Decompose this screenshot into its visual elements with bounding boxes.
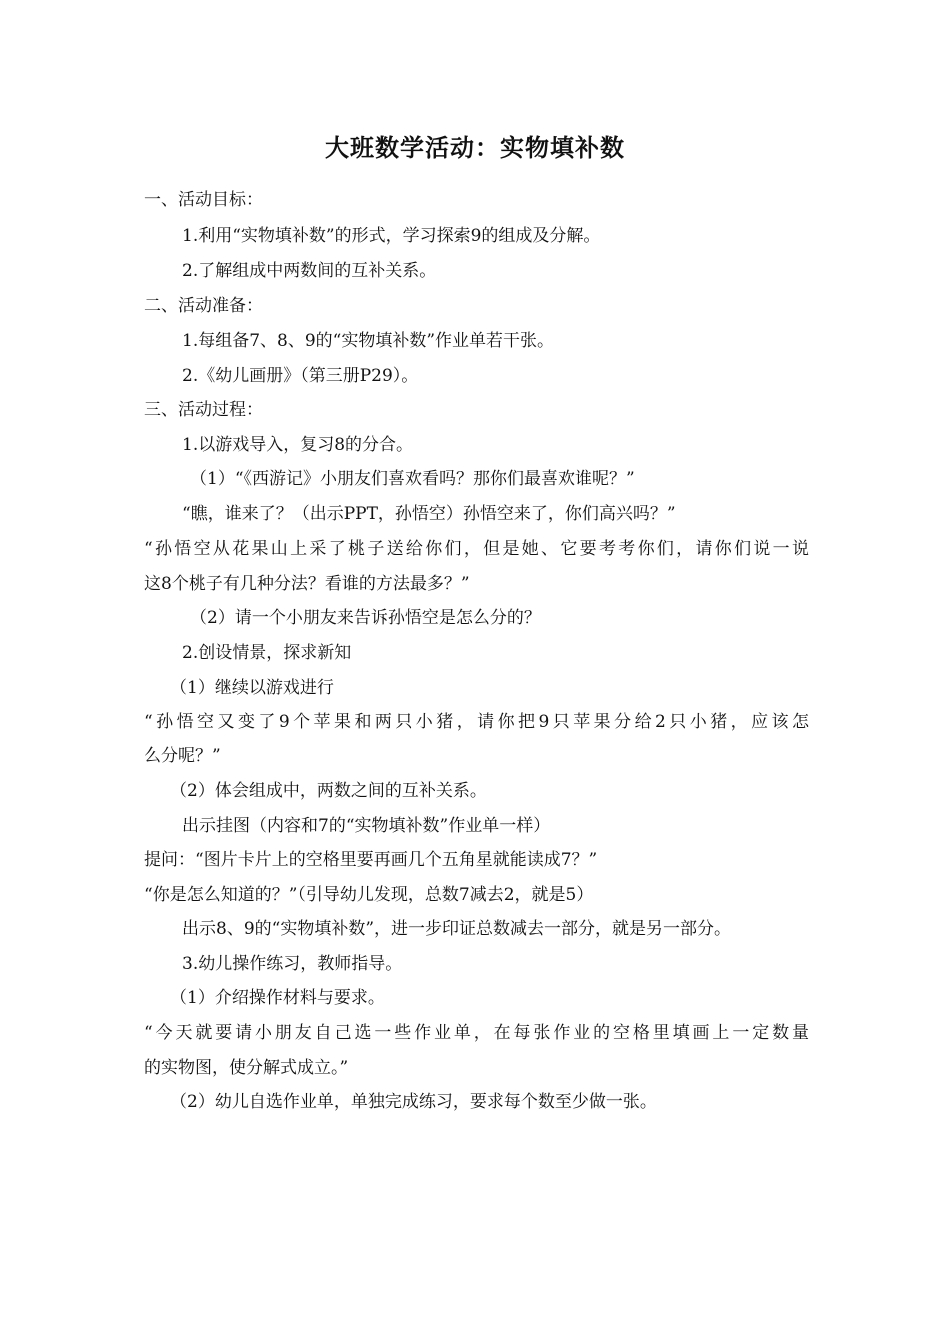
- paragraph-line: 这8个桃子有几种分法？看谁的方法最多？”: [144, 574, 470, 594]
- paragraph-line: 的实物图，使分解式成立。”: [144, 1058, 349, 1078]
- paragraph-line: 2.创设情景，探求新知: [182, 643, 352, 663]
- paragraph-line: “瞧，谁来了？（出示PPT，孙悟空）孙悟空来了，你们高兴吗？”: [182, 504, 676, 524]
- paragraph-line: “你是怎么知道的？”（引导幼儿发现，总数7减去2，就是5）: [144, 885, 594, 905]
- paragraph-line: 提问：“图片卡片上的空格里要再画几个五角星就能读成7？”: [144, 850, 598, 870]
- document-title: 大班数学活动：实物填补数: [325, 134, 625, 162]
- paragraph-line: （1）“《西游记》小朋友们喜欢看吗？那你们最喜欢谁呢？”: [190, 469, 635, 489]
- paragraph-line: （1）继续以游戏进行: [170, 678, 334, 698]
- paragraph-line: （1）介绍操作材料与要求。: [170, 988, 385, 1008]
- paragraph-line: 1.以游戏导入，复习8的分合。: [182, 435, 414, 455]
- paragraph-line: 2.了解组成中两数间的互补关系。: [182, 261, 437, 281]
- paragraph-line: 2.《幼儿画册》（第三册P29）。: [182, 366, 419, 386]
- section-heading-process: 三、活动过程：: [144, 400, 263, 420]
- paragraph-line: 出示挂图（内容和7的“实物填补数”作业单一样）: [182, 816, 551, 836]
- paragraph-line: （2）体会组成中，两数之间的互补关系。: [170, 781, 487, 801]
- paragraph-line: 3.幼儿操作练习，教师指导。: [182, 954, 403, 974]
- paragraph-line: “孙悟空又变了9个苹果和两只小猪，请你把9只苹果分给2只小猪，应该怎: [144, 712, 809, 732]
- section-heading-goals: 一、活动目标：: [144, 190, 263, 210]
- paragraph-line: “孙悟空从花果山上采了桃子送给你们，但是她、它要考考你们，请你们说一说: [144, 539, 809, 559]
- paragraph-line: 1.每组备7、8、9的“实物填补数”作业单若干张。: [182, 331, 555, 351]
- paragraph-line: 么分呢？”: [144, 746, 221, 766]
- paragraph-line: “今天就要请小朋友自己选一些作业单，在每张作业的空格里填画上一定数量: [144, 1023, 809, 1043]
- section-heading-preparation: 二、活动准备：: [144, 296, 263, 316]
- paragraph-line: （2）幼儿自选作业单，单独完成练习，要求每个数至少做一张。: [170, 1092, 657, 1112]
- paragraph-line: 1.利用“实物填补数”的形式，学习探索9的组成及分解。: [182, 226, 601, 246]
- paragraph-line: 出示8、9的“实物填补数”，进一步印证总数减去一部分，就是另一部分。: [182, 919, 732, 939]
- paragraph-line: （2）请一个小朋友来告诉孙悟空是怎么分的？: [190, 608, 541, 628]
